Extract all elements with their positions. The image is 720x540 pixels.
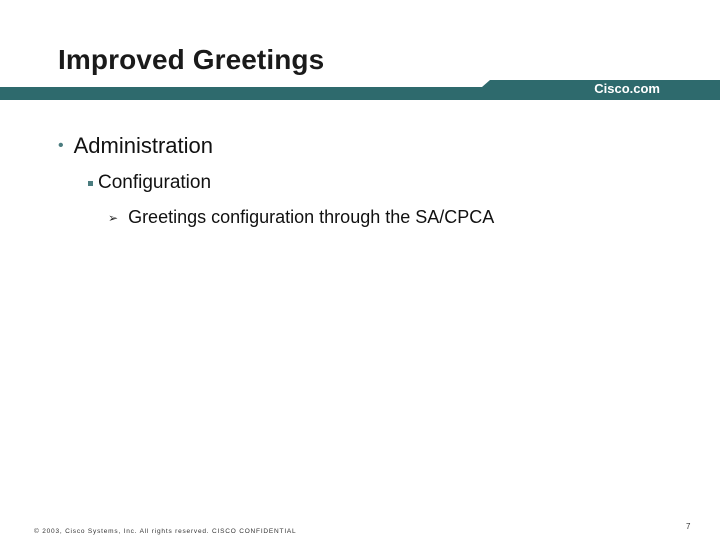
page-number: 7 xyxy=(686,522,691,531)
bullet-text: Greetings configuration through the SA/CPCA xyxy=(128,207,495,227)
slide-title: Improved Greetings xyxy=(58,44,325,75)
square-bullet-icon xyxy=(88,181,93,186)
brand-label: Cisco.com xyxy=(594,81,660,96)
bullet-text: Configuration xyxy=(98,172,212,193)
arrow-bullet-icon: ➢ xyxy=(108,210,119,225)
bullet-level-1 xyxy=(58,133,213,159)
bullet-level-2 xyxy=(88,172,211,194)
footer-copyright: © 2003, Cisco Systems, Inc. All rights reserved. CISCO CONFIDENTIAL xyxy=(34,528,297,535)
bullet-marker: • xyxy=(58,137,64,154)
bullet-level-3 xyxy=(108,207,494,228)
bullet-text: Administration xyxy=(73,133,213,158)
